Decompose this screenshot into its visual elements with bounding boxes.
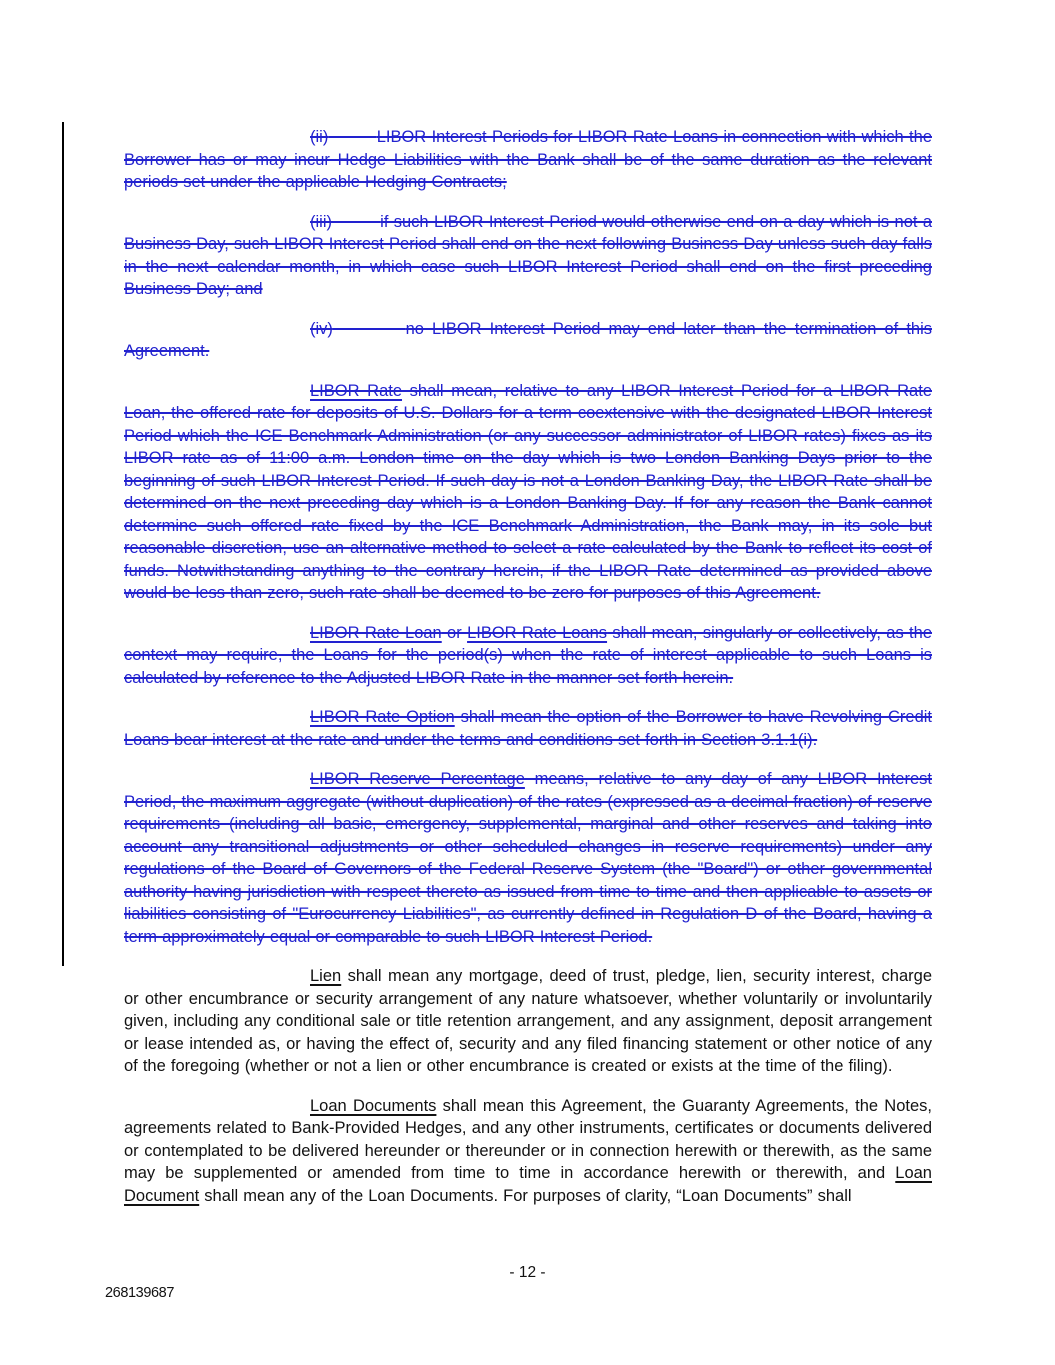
text-run: (iii) [310,212,332,231]
text-run: shall mean, relative to any LIBOR Interest Period for a LIBOR Rate Loan, the offered rate for deposits of U.S. Dollars for a term coextensive with the designated LIBOR Interest Period which the ICE Benchmark Administration (or any successor administrator of LIBOR rates) fixes as its LIBOR rate as of 11:00 a.m. London time on the day which is two London Banking Days prior to the beginning of such LIBOR Interest Period. If such day is not a London Banking Day, the LIBOR Rate shall be determined on the next preceding day which is a London Banking Day. If for any reason the Bank cannot determine such offered rate fixed by the ICE Benchmark Administration, the Bank may, in its sole but reasonable discretion, use an alternative method to select a rate calculated by the Bank to reflect its cost of funds. Notwithstanding anything to the contrary herein, if the LIBOR Rate determined as provided above would be less than zero, such rate shall be deemed to be zero for purposes of this Agreement. [124,381,932,602]
defined-term: LIBOR Rate [310,381,403,400]
deleted-paragraph [124,126,932,194]
text-run: means, relative to any day of any LIBOR Interest Period, the maximum aggregate (without duplication) of the rates (expressed as a decimal fraction) of reserve requirements (including all basic, emergency, supplemental, marginal and other reserves and taking into account any transitional adjustments or other scheduled changes in reserve requirements) under any regulations of the Board of Governors of the Federal Reserve System (the "Board") or other governmental authority having jurisdiction with respect thereto as issued from time to time and then applicable to assets or liabilities consisting of "Eurocurrency Liabilities", as currently defined in Regulation D of the Board, having a term approximately equal or comparable to such LIBOR Interest Period. [124,770,932,946]
revision-change-bar [62,122,64,966]
text-run: (ii) [310,128,329,146]
text-run: shall mean any mortgage, deed of trust, pledge, lien, security interest, charge or other encumbrance or security arrangement of any nature whatsoever, whether voluntarily or involuntarily given, including any conditional sale or title retention arrangement, and any assignment, deposit arrangement or lease intended as, or having the effect of, security and any filed financing statement or other notice of any of the foregoing (whether or not a lien or other encumbrance is created or exists at the time of the filing). [124,967,932,1075]
text-run: if such LIBOR Interest Period would otherwise end on a day which is not a Business Day, such LIBOR Interest Period shall end on the next following Business Day unless such day falls in the next calendar month, in which case such LIBOR Interest Period shall end on the first preceding Business Day; and [124,212,932,298]
deleted-paragraph [124,380,932,605]
paragraph [124,1095,932,1208]
text-run: shall mean the option of the Borrower to have Revolving Credit Loans bear interest at the rate and under the terms and conditions set forth in Section 3.1.1(i). [124,708,932,749]
text-run: (iv) [310,319,333,338]
defined-term: Loan Document [124,1164,932,1205]
defined-term: Lien [310,967,342,985]
text-run: shall mean this Agreement, the Guaranty Agreements, the Notes, agreements related to Bank-Provided Hedges, and any other instruments, certificates or documents delivered or contemplated to be delivered hereunder or thereunder or in connection herewith or therewith, as the same may be supplemented or amended from time to time in accordance herewith or therewith, and [124,1096,932,1182]
text-run: shall mean any of the Loan Documents. For purposes of clarity, “Loan Documents” shall [199,1186,852,1205]
defined-term: LIBOR Reserve Percentage [310,770,525,788]
deleted-paragraph [124,622,932,690]
text-run: no LIBOR Interest Period may end later than the termination of this Agreement. [124,319,932,360]
document-id-number: 268139687 [105,1285,174,1301]
deleted-paragraph [124,706,932,751]
deleted-paragraph [124,318,932,363]
text-run: or [441,623,468,642]
defined-term: LIBOR Rate Loans [467,623,608,642]
deleted-paragraph [124,211,932,301]
defined-term: Loan Documents [310,1096,437,1115]
paragraph [124,965,932,1078]
text-run: LIBOR Interest Periods for LIBOR Rate Loans in connection with which the Borrower has or may incur Hedge Liabilities with the Bank shall be of the same duration as the relevant periods set under the applicable Hedging Contracts; [124,128,932,191]
tab-space [332,213,380,231]
deleted-paragraph [124,768,932,948]
document-body [124,126,932,1224]
defined-term: LIBOR Rate Loan [310,623,442,642]
defined-term: LIBOR Rate Option [310,708,455,726]
tab-space [333,320,406,338]
text-run: shall mean, singularly or collectively, as the context may require, the Loans for the period(s) when the rate of interest applicable to such Loans is calculated by reference to the Adjusted LIBOR Rate in the manner set forth herein. [124,623,932,687]
page-number: - 12 - [509,1264,546,1281]
tab-space [328,128,376,146]
